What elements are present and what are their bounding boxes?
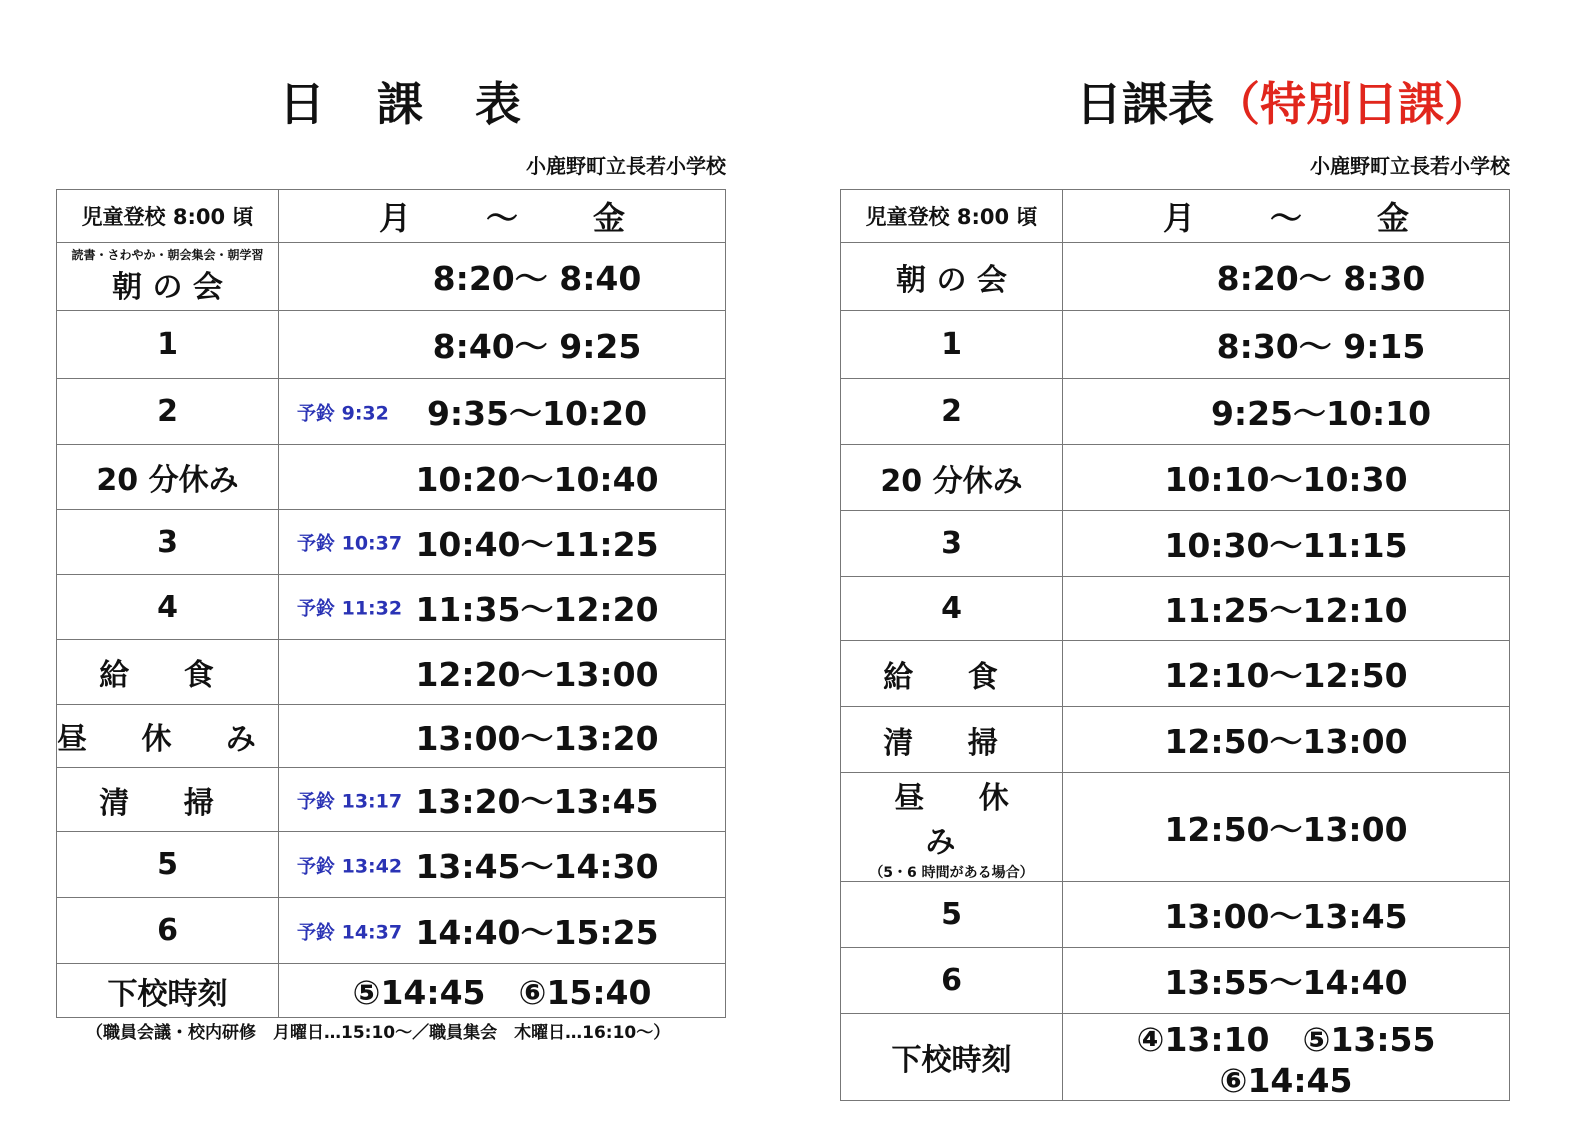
table-row (57, 379, 726, 445)
time-range: 11:25～12:10 (1164, 591, 1408, 630)
warning-bell-time: 予鈴 13:17 (297, 790, 403, 812)
table-row (57, 445, 726, 510)
period-label (841, 773, 1063, 882)
period-time (279, 510, 726, 575)
time-range: 13:00～13:20 (415, 718, 659, 758)
time-range: 14:40～15:25 (415, 913, 659, 952)
period-sublabel: 読書・さわやか・朝会集会・朝学習 (71, 247, 264, 262)
time-range: 12:50～13:00 (1164, 722, 1408, 761)
table-row (841, 882, 1510, 948)
arrival-time-label: 児童登校 8:00 頃 (57, 190, 279, 243)
time-range: 9:25～10:10 (1210, 394, 1432, 433)
time-range: 11:35～12:20 (415, 589, 659, 629)
table-row (57, 640, 726, 705)
period-time (1063, 577, 1510, 641)
time-range: 10:20～10:40 (415, 459, 659, 499)
table-header-row (57, 190, 726, 243)
day-separator: ～ (1269, 199, 1302, 237)
period-time (279, 705, 726, 768)
period-time (279, 243, 726, 311)
dismissal-times (279, 964, 726, 1018)
table-row (841, 1014, 1510, 1101)
table-row (841, 379, 1510, 445)
school-name: 小鹿野町立長若小学校 (526, 154, 726, 178)
period-label: 朝 の 会 (841, 243, 1063, 311)
table-row (57, 575, 726, 640)
period-time (1063, 511, 1510, 577)
period-label: 2 (841, 379, 1063, 445)
period-time (1063, 948, 1510, 1014)
table-row (57, 768, 726, 832)
period-time (1063, 707, 1510, 773)
period-label: 3 (841, 511, 1063, 577)
period-label: 2 (57, 379, 279, 445)
time-range: 10:40～11:25 (415, 524, 659, 564)
table-row (841, 707, 1510, 773)
day-from: 月 (379, 199, 412, 237)
schedule-table (840, 189, 1510, 1101)
time-range: 10:30～11:15 (1164, 526, 1408, 565)
time-range: 9:35～10:20 (426, 394, 648, 433)
period-time (279, 379, 726, 445)
period-time (279, 898, 726, 964)
title-main: 日課表 (1076, 77, 1214, 131)
period-label: 1 (841, 311, 1063, 379)
period-time (279, 575, 726, 640)
period-label: 20 分休み (841, 445, 1063, 511)
staff-meeting-note: （職員会議・校内研修 月曜日…15:10～／職員集会 木曜日…16:10～） (86, 1023, 671, 1043)
period-label: 3 (57, 510, 279, 575)
schedule-table (56, 189, 726, 1018)
time-range: 12:10～12:50 (1164, 656, 1408, 695)
period-time (1063, 773, 1510, 882)
period-time (1063, 882, 1510, 948)
table-row (841, 641, 1510, 707)
time-range: ④13:10 ⑤13:55 ⑥14:45 (1136, 1020, 1469, 1100)
table-row (841, 445, 1510, 511)
dismissal-label: 下校時刻 (841, 1014, 1063, 1101)
time-range: 8:30～ 9:15 (1216, 327, 1426, 366)
warning-bell-time: 予鈴 10:37 (297, 532, 403, 555)
days-header (279, 190, 726, 243)
time-range: 13:55～14:40 (1164, 963, 1408, 1002)
period-time (279, 832, 726, 898)
table-row (57, 964, 726, 1018)
period-time (1063, 641, 1510, 707)
warning-bell-time: 予鈴 11:32 (297, 597, 403, 620)
period-label: 4 (841, 577, 1063, 641)
time-range: 8:20～ 8:30 (1216, 259, 1426, 298)
page-title (1076, 68, 1490, 134)
warning-bell-time: 予鈴 14:37 (297, 921, 403, 943)
table-row (57, 243, 726, 311)
time-range: 13:00～13:45 (1164, 897, 1408, 936)
day-to: 金 (1376, 199, 1409, 237)
period-label: 6 (841, 948, 1063, 1014)
time-range: 13:45～14:30 (415, 847, 659, 886)
table-header-row (841, 190, 1510, 243)
table-row (841, 243, 1510, 311)
table-row (841, 948, 1510, 1014)
period-time (1063, 311, 1510, 379)
period-label: 給 食 (841, 641, 1063, 707)
arrival-time-label: 児童登校 8:00 頃 (841, 190, 1063, 243)
dismissal-times (1063, 1014, 1510, 1101)
period-label (57, 243, 279, 311)
period-label: 6 (57, 898, 279, 964)
table-row (841, 577, 1510, 641)
period-time (1063, 379, 1510, 445)
period-time (1063, 243, 1510, 311)
table-row (57, 705, 726, 768)
day-to: 金 (592, 199, 625, 237)
period-time (279, 311, 726, 379)
time-range: 12:20～13:00 (415, 654, 659, 694)
table-row (57, 311, 726, 379)
period-label: 20 分休み (57, 445, 279, 510)
days-header (1063, 190, 1510, 243)
table-row (57, 832, 726, 898)
period-label: 清 掃 (841, 707, 1063, 773)
period-label: 5 (841, 882, 1063, 948)
page-title: 日課表 (279, 77, 573, 131)
period-time (279, 445, 726, 510)
warning-bell-time: 予鈴 13:42 (297, 855, 403, 877)
title-special: （特別日課） (1214, 77, 1490, 131)
time-range: 8:20～ 8:40 (432, 259, 642, 298)
time-range: 10:10～10:30 (1164, 460, 1408, 499)
warning-bell-time: 予鈴 9:32 (297, 402, 389, 424)
period-time (279, 640, 726, 705)
time-range: ⑤14:45 ⑥15:40 (352, 973, 652, 1012)
table-row (57, 510, 726, 575)
period-condition: （5・6 時間がある場合） (869, 865, 1034, 881)
period-label: 1 (57, 311, 279, 379)
table-row (841, 511, 1510, 577)
period-label: 給 食 (57, 640, 279, 705)
time-range: 12:50～13:00 (1164, 809, 1408, 849)
time-range: 13:20～13:45 (415, 782, 659, 821)
period-label: 昼 休 み (57, 705, 279, 768)
dismissal-label: 下校時刻 (57, 964, 279, 1018)
school-name: 小鹿野町立長若小学校 (1310, 154, 1510, 178)
table-row (841, 773, 1510, 882)
period-name: 朝 の 会 (112, 269, 223, 305)
period-time (279, 768, 726, 832)
period-name: 昼 休 み (894, 781, 1031, 860)
table-row (841, 311, 1510, 379)
day-from: 月 (1163, 199, 1196, 237)
period-label: 4 (57, 575, 279, 640)
time-range: 8:40～ 9:25 (432, 327, 642, 366)
period-label: 5 (57, 832, 279, 898)
table-row (57, 898, 726, 964)
period-label: 清 掃 (57, 768, 279, 832)
period-time (1063, 445, 1510, 511)
day-separator: ～ (485, 199, 518, 237)
